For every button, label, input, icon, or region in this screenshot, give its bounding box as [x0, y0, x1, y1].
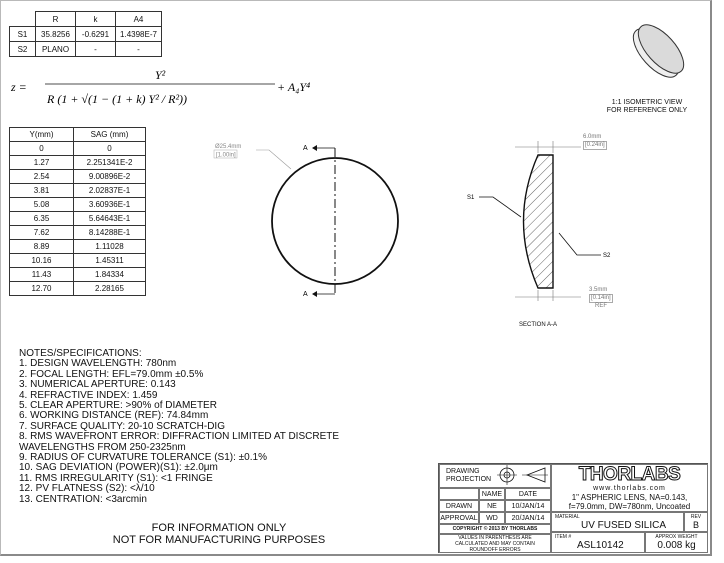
section-arrowhead-top: [312, 145, 317, 151]
edge-thickness-mm: 3.5mm: [589, 287, 608, 293]
note-line: 13. CENTRATION: <3arcmin: [19, 493, 147, 505]
section-mark-top: A: [303, 145, 308, 152]
formula-denominator: R (1 + √(1 − (1 + k) Y² / R²)): [47, 92, 188, 106]
formula-numerator: Y²: [155, 68, 166, 82]
material-label: MATERIAL: [555, 513, 580, 520]
sag-cell: 8.14288E-1: [74, 226, 146, 240]
sag-cell: 5.64643E-1: [74, 212, 146, 226]
date-header: DATE: [505, 488, 551, 500]
item-value: ASL10142: [577, 540, 624, 551]
sag-cell: 8.89: [10, 240, 74, 254]
sag-cell: 3.81: [10, 184, 74, 198]
sag-cell: 2.251341E-2: [74, 156, 146, 170]
approval-label: APPROVAL: [439, 512, 479, 524]
coef-header-r: R: [36, 12, 76, 27]
coef-cell: PLANO: [36, 42, 76, 57]
coef-header-k: k: [76, 12, 116, 27]
note-line: 7. SURFACE QUALITY: 20-10 SCRATCH-DIG: [19, 420, 225, 432]
disclaimer: VALUES IN PARENTHESIS ARE CALCULATED AND MAY CONTAIN ROUNDOFF ERRORS: [439, 534, 551, 553]
thickness-top-in: [0.24in]: [585, 142, 605, 148]
isometric-label-line2: FOR REFERENCE ONLY: [606, 107, 688, 114]
edge-thickness-ref: REF: [595, 303, 607, 309]
coef-cell: 35.8256: [36, 27, 76, 42]
information-disclaimer: [111, 522, 327, 546]
info-line2: NOT FOR MANUFACTURING PURPOSES: [112, 534, 326, 546]
blank-cell: [439, 488, 479, 500]
sag-cell: 11.43: [10, 268, 74, 282]
material-value: UV FUSED SILICA: [581, 519, 667, 531]
note-line: 10. SAG DEVIATION (POWER)(S1): ±2.0μm: [19, 462, 218, 474]
drawn-label: DRAWN: [439, 500, 479, 512]
diameter-in: [1.00in]: [216, 152, 236, 159]
formula-lhs: z =: [11, 80, 27, 94]
rev-label: REV: [690, 514, 702, 520]
copyright: COPYRIGHT © 2013 BY THORLABS: [439, 524, 551, 534]
title-cell: [551, 464, 708, 512]
description-line2: f=79.0mm, DW=780nm, Uncoated: [568, 501, 691, 511]
section-mark-bottom: A: [303, 291, 308, 298]
drawing-projection-cell: [439, 464, 551, 488]
s2-label: S2: [603, 253, 611, 259]
sag-cell: 1.45311: [74, 254, 146, 268]
rev-value: B: [692, 520, 699, 530]
sag-cell: 10.16: [10, 254, 74, 268]
sag-cell: 6.35: [10, 212, 74, 226]
note-line: 1. DESIGN WAVELENGTH: 780nm: [19, 358, 177, 370]
sag-cell: 1.27: [10, 156, 74, 170]
drawn-date: 10/JAN/14: [505, 500, 551, 512]
description-line1: 1" ASPHERIC LENS, NA=0.143,: [571, 492, 688, 502]
lens-section: [524, 155, 554, 288]
note-line: 4. REFRACTIVE INDEX: 1.459: [19, 389, 158, 401]
sag-header-sag: SAG (mm): [74, 128, 146, 142]
sag-cell: 1.84334: [74, 268, 146, 282]
sag-cell: 1.11028: [74, 240, 146, 254]
section-view-label: SECTION A-A: [519, 322, 558, 328]
notes-heading: NOTES/SPECIFICATIONS:: [19, 348, 142, 359]
sag-cell: 2.28165: [74, 282, 146, 296]
item-label: ITEM #: [555, 534, 572, 540]
note-line: 9. RADIUS OF CURVATURE TOLERANCE (S1): ±0.1%: [19, 452, 267, 464]
note-line: WAVELENGTHS FROM 250-2325nm: [19, 441, 186, 453]
weight-label: APPROX WEIGHT: [655, 534, 698, 540]
edge-thickness: [589, 287, 613, 310]
coef-cell: S2: [10, 42, 36, 57]
note-line: 8. RMS WAVEFRONT ERROR: DIFFRACTION LIMITED AT DISCRETE: [19, 431, 340, 443]
sag-cell: 2.02837E-1: [74, 184, 146, 198]
s2-leader: [559, 233, 601, 255]
info-line1: FOR INFORMATION ONLY: [151, 522, 287, 534]
website: www.thorlabs.com: [593, 484, 666, 492]
coef-cell: S1: [10, 27, 36, 42]
weight-value: 0.008 kg: [657, 540, 696, 551]
edge-thickness-in: [0.14in]: [591, 295, 611, 301]
note-line: 6. WORKING DISTANCE (REF): 74.84mm: [19, 410, 209, 422]
drawn-name: NE: [479, 500, 505, 512]
coef-cell: -0.6291: [76, 27, 116, 42]
notes-specifications: [19, 349, 339, 505]
sag-cell: 0: [10, 142, 74, 156]
isometric-label: [601, 99, 693, 115]
item-cell: [551, 532, 645, 553]
approval-date: 20/JAN/14: [505, 512, 551, 524]
isometric-label-line1: 1:1 ISOMETRIC VIEW: [611, 99, 683, 106]
note-line: 11. RMS IRREGULARITY (S1): <1 FRINGE: [19, 472, 213, 484]
title-block: [438, 463, 708, 553]
note-line: 3. NUMERICAL APERTURE: 0.143: [19, 379, 176, 391]
weight-cell: [645, 532, 708, 553]
note-line: 5. CLEAR APERTURE: >90% of DIAMETER: [19, 400, 217, 412]
section-arrowhead-bottom: [312, 291, 317, 297]
sag-header-y: Y(mm): [10, 128, 74, 142]
thickness-top: [583, 134, 607, 150]
sag-cell: 9.00896E-2: [74, 170, 146, 184]
diameter-leader: [256, 150, 291, 169]
sag-cell: 7.62: [10, 226, 74, 240]
isometric-lens: [626, 17, 692, 84]
material-cell: [551, 512, 684, 532]
diameter-mm: Ø25.4mm: [215, 144, 242, 150]
coef-cell: -: [116, 42, 162, 57]
name-header: NAME: [479, 488, 505, 500]
sag-cell: 5.08: [10, 198, 74, 212]
formula-extra-term: + A₄Y⁴: [277, 80, 311, 94]
s1-leader: [479, 197, 521, 217]
s1-label: S1: [467, 195, 475, 201]
sag-cell: 2.54: [10, 170, 74, 184]
coef-cell: 1.4398E-7: [116, 27, 162, 42]
approval-name: WD: [479, 512, 505, 524]
sag-cell: 3.60936E-1: [74, 198, 146, 212]
sag-cell: 0: [74, 142, 146, 156]
note-line: 2. FOCAL LENGTH: EFL=79.0mm ±0.5%: [19, 368, 204, 380]
rev-cell: [684, 512, 708, 532]
thickness-top-mm: 6.0mm: [583, 134, 602, 140]
sag-cell: 12.70: [10, 282, 74, 296]
coef-cell: -: [76, 42, 116, 57]
note-line: 12. PV FLATNESS (S2): <λ/10: [19, 483, 155, 495]
drawing-projection-label: DRAWING PROJECTION: [446, 468, 492, 483]
thorlabs-logo: THORLABS: [578, 463, 681, 485]
coef-header-a4: A4: [116, 12, 162, 27]
